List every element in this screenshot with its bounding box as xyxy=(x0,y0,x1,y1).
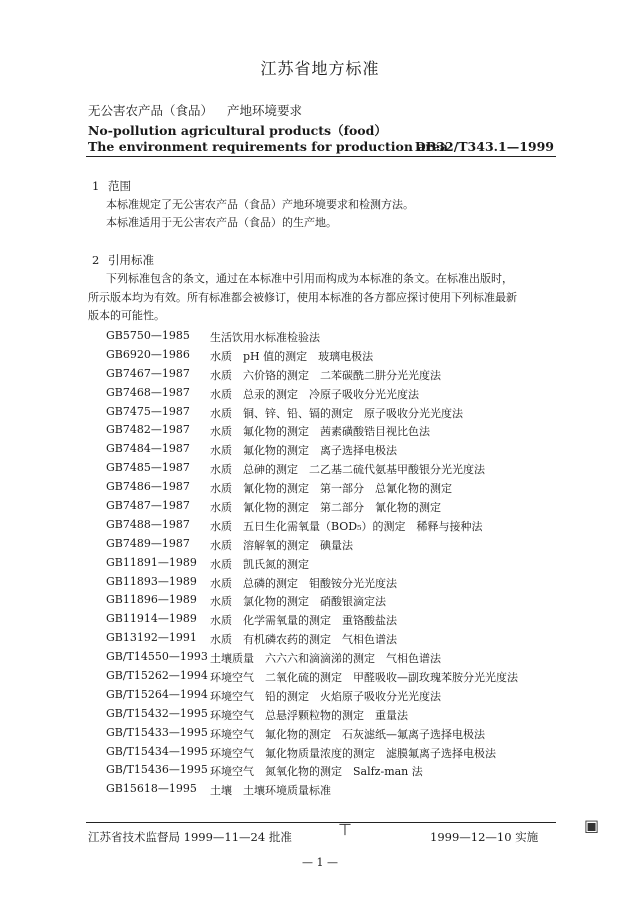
reference-code: GB7486—1987 xyxy=(106,480,190,494)
reference-code: GB15618—1995 xyxy=(106,782,197,796)
reference-code: GB7487—1987 xyxy=(106,499,190,513)
reference-code: GB7484—1987 xyxy=(106,442,190,456)
bottom-divider xyxy=(86,822,556,823)
reference-description: 水质 氟化物的测定 茜素磺酸锆目视比色法 xyxy=(210,425,430,439)
reference-code: GB7468—1987 xyxy=(106,385,190,399)
approval-line: 江苏省技术监督局 1999—11—24 批准 xyxy=(88,830,292,844)
reference-description: 水质 溶解氧的测定 碘量法 xyxy=(210,538,353,552)
reference-description: 环境空气 氮氧化物的测定 Salfz-man 法 xyxy=(210,765,423,779)
reference-code: GB7467—1987 xyxy=(106,366,190,380)
reference-description: 土壤质量 六六六和滴滴涕的测定 气相色谱法 xyxy=(210,652,441,666)
reference-description: 水质 凯氏氮的测定 xyxy=(210,557,309,571)
reference-code: GB/T15432—1995 xyxy=(106,706,208,720)
reference-code: GB7475—1987 xyxy=(106,404,190,418)
stamp-mark: ⊤ xyxy=(338,820,352,839)
reference-description: 环境空气 铅的测定 火焰原子吸收分光光度法 xyxy=(210,689,441,703)
reference-description: 土壤 土壤环境质量标准 xyxy=(210,784,331,798)
reference-code: GB11893—1989 xyxy=(106,574,197,588)
standard-code: DB32/T343.1—1999 xyxy=(414,139,554,154)
reference-code: GB/T15264—1994 xyxy=(106,687,208,701)
standard-title-en-line2: The environment requirements for production area xyxy=(88,139,449,154)
reference-code: GB11914—1989 xyxy=(106,612,197,626)
page-number: — 1 — xyxy=(302,856,338,869)
standard-title-cn-part1: 无公害农产品（食品） xyxy=(88,103,214,118)
reference-description: 环境空气 二氧化硫的测定 甲醛吸收—副玫瑰苯胺分光光度法 xyxy=(210,671,518,685)
section-2-heading xyxy=(92,252,154,268)
reference-code: GB7485—1987 xyxy=(106,461,190,475)
corner-stamp-mark: ▣ xyxy=(584,816,600,835)
section-2-number: 2 xyxy=(92,253,100,267)
reference-description: 环境空气 总悬浮颗粒物的测定 重量法 xyxy=(210,708,408,722)
reference-description: 水质 总砷的测定 二乙基二硫代氨基甲酸银分光光度法 xyxy=(210,463,485,477)
document-header-title: 江苏省地方标准 xyxy=(260,59,380,78)
reference-description: 生活饮用水标准检验法 xyxy=(210,331,320,344)
standard-title-en-line1: No-pollution agricultural products（food） xyxy=(88,123,387,138)
implementation-line: 1999—12—10 实施 xyxy=(430,830,539,844)
reference-description: 水质 氟化物的测定 离子选择电极法 xyxy=(210,444,397,458)
standard-title-cn xyxy=(88,101,302,119)
section-1-para-1: 本标准规定了无公害农产品（食品）产地环境要求和检测方法。 xyxy=(106,198,414,211)
section-2-intro-line-3: 版本的可能性。 xyxy=(88,309,165,322)
reference-code: GB7489—1987 xyxy=(106,536,190,550)
reference-description: 水质 氰化物的测定 第二部分 氰化物的测定 xyxy=(210,501,441,515)
reference-code: GB7482—1987 xyxy=(106,423,190,437)
reference-description: 水质 总磷的测定 钼酸铵分光光度法 xyxy=(210,576,397,590)
reference-code: GB13192—1991 xyxy=(106,631,197,645)
section-2-intro-line-1: 下列标准包含的条文，通过在本标准中引用而构成为本标准的条文。在标准出版时， xyxy=(106,272,513,285)
reference-description: 水质 五日生化需氧量（BOD₅）的测定 稀释与接种法 xyxy=(210,519,483,533)
reference-code: GB/T15262—1994 xyxy=(106,669,208,683)
reference-code: GB11896—1989 xyxy=(106,593,197,607)
reference-code: GB/T15433—1995 xyxy=(106,725,208,739)
reference-code: GB6920—1986 xyxy=(106,347,190,361)
section-1-heading xyxy=(92,178,131,194)
section-1-para-2: 本标准适用于无公害农产品（食品）的生产地。 xyxy=(106,216,337,229)
section-1-number: 1 xyxy=(92,179,100,193)
section-2-title: 引用标准 xyxy=(108,253,154,267)
reference-code: GB5750—1985 xyxy=(106,329,190,342)
reference-description: 水质 pH 值的测定 玻璃电极法 xyxy=(210,349,374,363)
standard-title-cn-part2: 产地环境要求 xyxy=(227,103,303,118)
reference-code: GB7488—1987 xyxy=(106,517,190,531)
reference-code: GB/T15434—1995 xyxy=(106,744,208,758)
reference-description: 水质 总汞的测定 冷原子吸收分光光度法 xyxy=(210,387,419,401)
reference-description: 水质 铜、锌、铅、镉的测定 原子吸收分光光度法 xyxy=(210,406,463,420)
reference-description: 水质 氯化物的测定 硝酸银滴定法 xyxy=(210,595,386,609)
top-divider xyxy=(86,156,556,157)
reference-code: GB/T15436—1995 xyxy=(106,763,208,777)
reference-description: 环境空气 氟化物的测定 石灰滤纸—氟离子选择电极法 xyxy=(210,727,485,741)
reference-description: 环境空气 氟化物质量浓度的测定 滤膜氟离子选择电极法 xyxy=(210,746,496,760)
reference-code: GB/T14550—1993 xyxy=(106,650,208,664)
reference-description: 水质 氰化物的测定 第一部分 总氰化物的测定 xyxy=(210,482,452,496)
section-1-title: 范围 xyxy=(108,179,131,193)
reference-description: 水质 六价铬的测定 二苯碳酰二肼分光光度法 xyxy=(210,368,441,382)
reference-code: GB11891—1989 xyxy=(106,555,197,569)
reference-description: 水质 化学需氧量的测定 重铬酸盐法 xyxy=(210,614,397,628)
section-2-intro-line-2: 所示版本均为有效。所有标准都会被修订，使用本标准的各方都应探讨使用下列标准最新 xyxy=(88,291,517,304)
reference-description: 水质 有机磷农药的测定 气相色谱法 xyxy=(210,633,397,647)
